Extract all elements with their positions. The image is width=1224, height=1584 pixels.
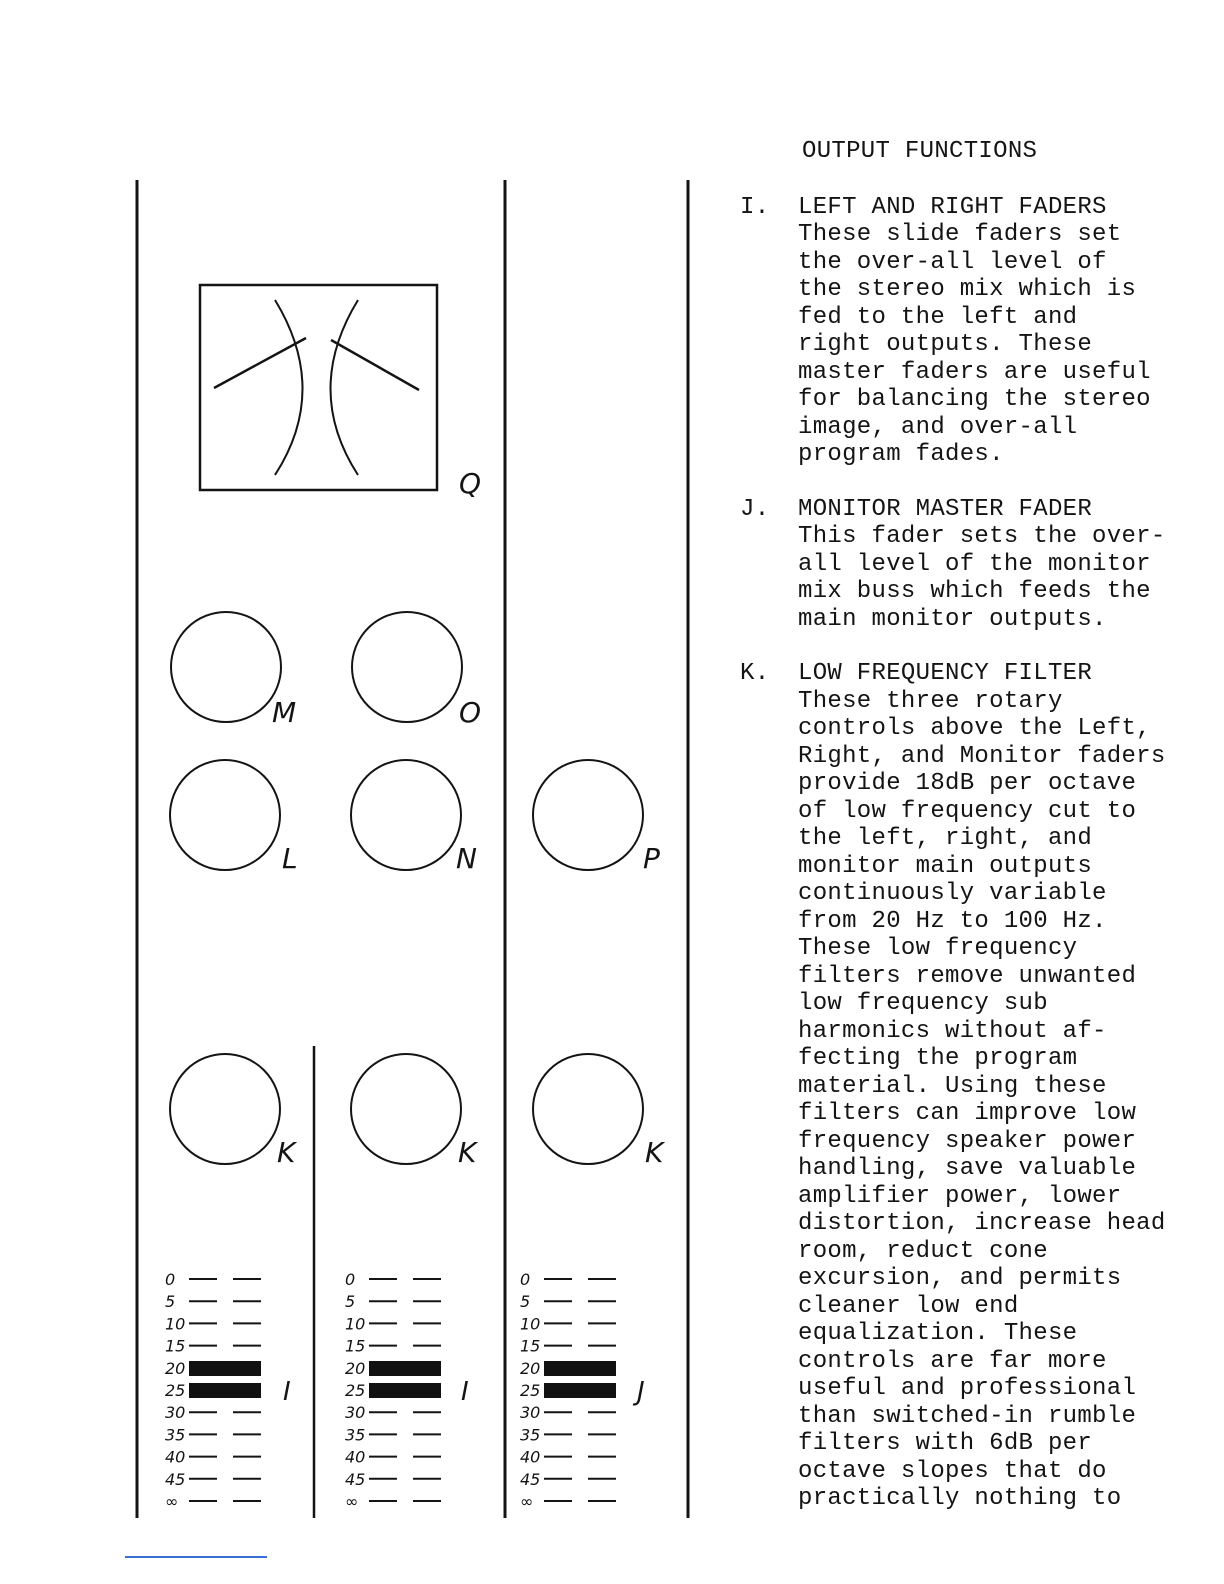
description-column: [740, 138, 1180, 1540]
fader-right-tick-label: 10: [345, 1314, 366, 1334]
fader-right[interactable]: [345, 1270, 441, 1511]
fader-right-tick-label: 20: [345, 1358, 366, 1378]
fader-monitor-tick-label: 20: [520, 1358, 541, 1378]
meter-frame: [200, 285, 437, 490]
meter-label: Q: [459, 467, 482, 500]
fader-right-tick-label: 45: [345, 1469, 366, 1489]
section-k-title: LOW FREQUENCY FILTER: [798, 660, 1093, 687]
filter-knob-monitor[interactable]: [533, 1054, 643, 1164]
fader-left-tick-label: 35: [165, 1425, 186, 1445]
fader-monitor-label: J: [637, 1377, 645, 1407]
meter-needle-right: [331, 340, 419, 390]
section-k: [740, 660, 1180, 1513]
fader-left[interactable]: [165, 1270, 261, 1511]
fader-right-tick-label: 15: [345, 1336, 366, 1356]
section-k-letter: K.: [740, 660, 770, 687]
fader-right-tick-label: 35: [345, 1425, 366, 1445]
meter-needle-left: [214, 338, 306, 388]
knob-p[interactable]: [533, 760, 643, 870]
section-i-title: LEFT AND RIGHT FADERS: [798, 193, 1107, 221]
fader-left-tick-label: 5: [165, 1292, 176, 1312]
fader-monitor-tick-label: 45: [520, 1469, 541, 1489]
section-i: [740, 194, 1180, 469]
fader-right-tick-label: ∞: [345, 1492, 359, 1511]
section-j-letter: J.: [740, 495, 770, 523]
fader-monitor-tick-label: 5: [520, 1292, 531, 1312]
fader-left-tick-label: 10: [165, 1314, 186, 1334]
section-j-body: This fader sets the over- all level of the monitor mix buss which feeds the main monitor outputs.: [798, 523, 1166, 633]
fader-monitor[interactable]: [520, 1270, 616, 1511]
fader-monitor-tick-label: 25: [520, 1381, 541, 1400]
footer-rule: [125, 1556, 267, 1558]
fader-right-tick-label: 40: [345, 1447, 366, 1467]
knob-m-label: M: [272, 696, 297, 729]
fader-right-knob-bar-2[interactable]: [369, 1383, 441, 1398]
fader-left-tick-label: 0: [165, 1270, 176, 1289]
fader-left-knob-bar-2[interactable]: [189, 1383, 261, 1398]
fader-right-label: I: [461, 1377, 469, 1407]
fader-monitor-tick-label: 35: [520, 1425, 541, 1445]
fader-monitor-tick-label: 10: [520, 1314, 541, 1334]
fader-left-tick-label: ∞: [165, 1492, 179, 1511]
fader-right-tick-label: 5: [345, 1292, 356, 1312]
filter-knob-right-label: K: [458, 1136, 477, 1169]
page-heading: OUTPUT FUNCTIONS: [802, 138, 1038, 165]
knob-l[interactable]: [170, 760, 280, 870]
fader-monitor-tick-label: 0: [520, 1270, 531, 1289]
section-j: [740, 496, 1180, 634]
fader-left-tick-label: 40: [165, 1447, 186, 1467]
knob-o-label: O: [459, 696, 482, 729]
knob-n[interactable]: [351, 760, 461, 870]
fader-left-tick-label: 15: [165, 1336, 186, 1356]
section-i-body: These slide faders set the over-all level of the stereo mix which is fed to the left and right outputs. These master faders are useful for balancing the stereo image, and over-all program fades.: [798, 221, 1151, 468]
fader-left-tick-label: 25: [165, 1381, 186, 1400]
section-i-letter: I.: [740, 193, 770, 221]
knob-n-label: N: [456, 842, 477, 875]
fader-monitor-tick-label: 30: [520, 1403, 541, 1423]
knob-o[interactable]: [352, 612, 462, 722]
fader-monitor-tick-label: ∞: [520, 1492, 534, 1511]
section-j-title: MONITOR MASTER FADER: [798, 495, 1093, 523]
fader-monitor-tick-label: 15: [520, 1336, 541, 1356]
fader-monitor-knob-bar-1[interactable]: [544, 1361, 616, 1376]
fader-right-tick-label: 25: [345, 1381, 366, 1400]
knob-l-label: L: [282, 842, 298, 875]
section-k-body: These three rotary controls above the Left, Right, and Monitor faders provide 18dB per octave of low frequency cut to the left, right, and monitor main outputs continuously variable from 20 Hz to 100 Hz. These low frequency filters remove unwanted low frequency sub harmonics without af- fecting the program material. Using these filters can improve low frequency speaker power handling, save valuable amplifier power, lower distortion, increase head room, reduct cone excursion, and permits cleaner low end equalization. These controls are far more useful and professional than switched-in rumble filters with 6dB per octave slopes that do practically nothing to: [798, 687, 1166, 1512]
fader-monitor-tick-label: 40: [520, 1447, 541, 1467]
knob-p-label: P: [643, 842, 660, 875]
fader-monitor-knob-bar-2[interactable]: [544, 1383, 616, 1398]
meter-arc-right: [331, 300, 359, 475]
filter-knob-right[interactable]: [351, 1054, 461, 1164]
filter-knob-monitor-label: K: [645, 1136, 664, 1169]
fader-left-knob-bar-1[interactable]: [189, 1361, 261, 1376]
fader-right-tick-label: 30: [345, 1403, 366, 1423]
meter-arc-left: [275, 300, 303, 475]
fader-left-tick-label: 20: [165, 1358, 186, 1378]
fader-left-tick-label: 45: [165, 1469, 186, 1489]
filter-knob-left-label: K: [277, 1136, 296, 1169]
knob-m[interactable]: [171, 612, 281, 722]
fader-right-tick-label: 0: [345, 1270, 356, 1289]
phase-meter: [200, 285, 437, 490]
fader-right-knob-bar-1[interactable]: [369, 1361, 441, 1376]
fader-left-tick-label: 30: [165, 1403, 186, 1423]
fader-left-label: I: [283, 1377, 291, 1407]
filter-knob-left[interactable]: [170, 1054, 280, 1164]
